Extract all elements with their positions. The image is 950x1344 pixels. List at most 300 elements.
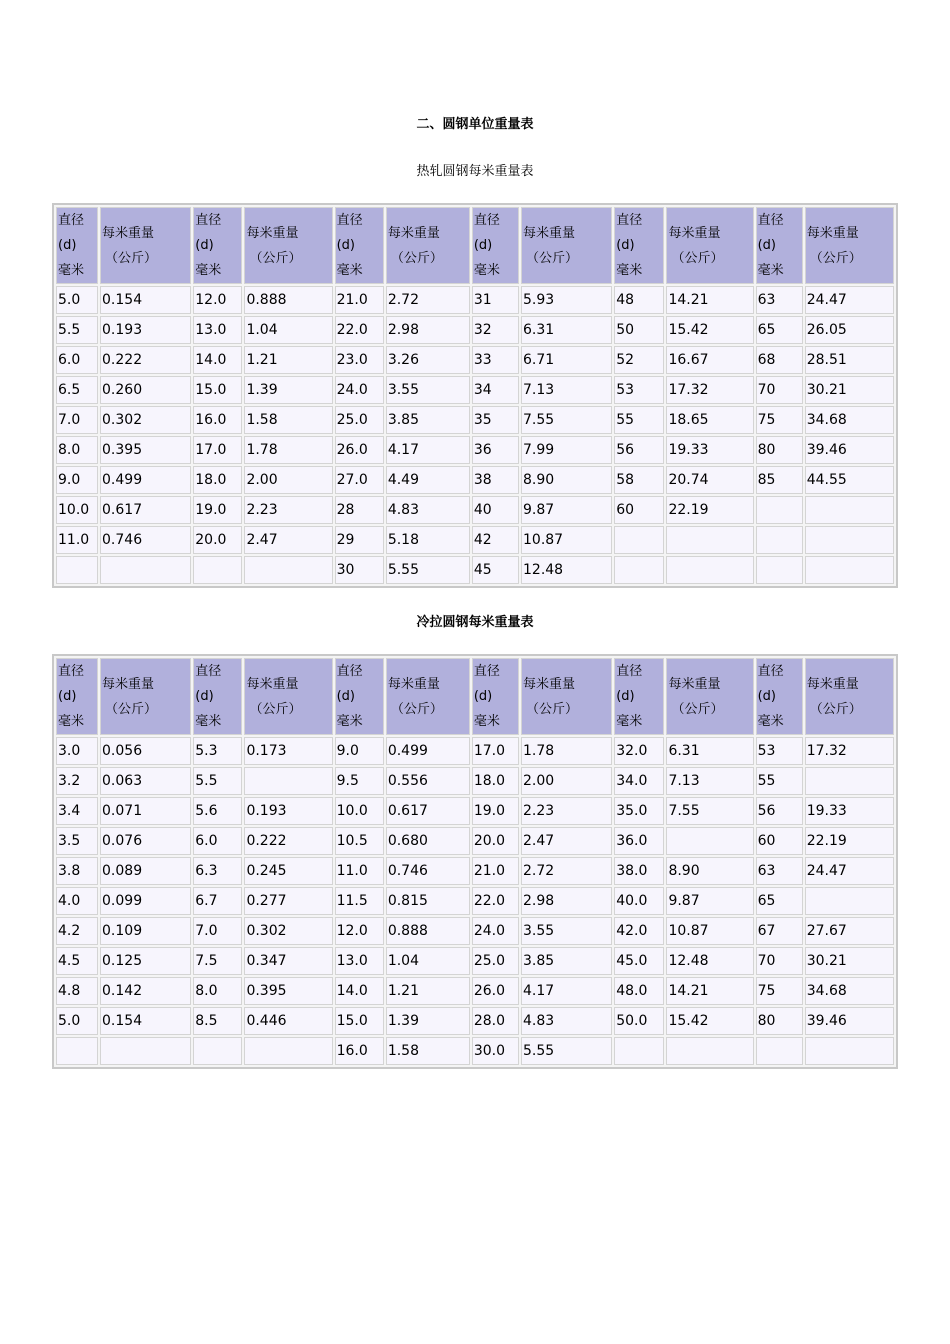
diameter-cell [193, 1037, 242, 1065]
diameter-cell: 52 [614, 346, 664, 374]
diameter-cell: 20.0 [472, 827, 519, 855]
diameter-cell: 7.0 [193, 917, 242, 945]
header-diameter [56, 658, 98, 735]
cold-drawn-table-title: 冷拉圆钢每米重量表 [416, 615, 534, 630]
weight-cell: 0.173 [244, 737, 332, 765]
diameter-cell: 24.0 [335, 376, 384, 404]
header-weight-unit: （公斤） [105, 250, 158, 266]
diameter-cell: 28.0 [472, 1007, 519, 1035]
diameter-cell: 6.0 [193, 827, 242, 855]
header-diameter-line: 直径 [473, 213, 500, 228]
diameter-cell: 67 [756, 917, 803, 945]
diameter-cell: 32 [472, 316, 519, 344]
weight-cell: 0.260 [100, 376, 191, 404]
diameter-cell: 5.5 [56, 316, 98, 344]
diameter-cell: 70 [756, 376, 803, 404]
weight-cell: 24.47 [805, 857, 894, 885]
diameter-cell: 6.0 [56, 346, 98, 374]
diameter-cell: 6.5 [56, 376, 98, 404]
weight-cell: 7.99 [521, 436, 612, 464]
diameter-cell: 75 [756, 977, 803, 1005]
header-weight [244, 658, 332, 735]
diameter-cell: 48.0 [614, 977, 664, 1005]
diameter-cell: 3.4 [56, 797, 98, 825]
weight-cell: 0.089 [100, 857, 191, 885]
weight-cell: 0.888 [244, 286, 332, 314]
header-diameter-line: 直径 [336, 664, 363, 679]
weight-cell: 12.48 [521, 556, 612, 584]
weight-cell: 7.55 [666, 797, 753, 825]
table-row [56, 827, 894, 855]
header-diameter-line: (d) [336, 689, 356, 704]
header-diameter-line: 直径 [616, 664, 643, 679]
diameter-cell: 8.5 [193, 1007, 242, 1035]
diameter-cell: 80 [756, 1007, 803, 1035]
diameter-cell: 19.0 [193, 496, 242, 524]
weight-cell: 14.21 [666, 286, 753, 314]
diameter-cell: 3.8 [56, 857, 98, 885]
header-diameter-line: 毫米 [757, 263, 784, 278]
weight-cell: 27.67 [805, 917, 894, 945]
diameter-cell: 30.0 [472, 1037, 519, 1065]
weight-cell: 0.302 [244, 917, 332, 945]
diameter-cell: 36.0 [614, 827, 664, 855]
cold-drawn-weight-table [52, 654, 898, 1069]
weight-cell: 1.04 [244, 316, 332, 344]
weight-cell: 44.55 [805, 466, 894, 494]
weight-cell: 0.395 [244, 977, 332, 1005]
diameter-cell: 56 [756, 797, 803, 825]
weight-cell: 0.245 [244, 857, 332, 885]
weight-cell: 4.49 [386, 466, 470, 494]
header-diameter [335, 207, 384, 284]
header-weight [521, 207, 612, 284]
header-weight [386, 658, 470, 735]
diameter-cell [614, 556, 664, 584]
header-weight-unit: （公斤） [671, 701, 724, 717]
weight-cell: 2.72 [521, 857, 612, 885]
header-diameter-line: (d) [58, 238, 77, 253]
weight-cell [805, 496, 894, 524]
weight-cell: 1.78 [244, 436, 332, 464]
weight-cell: 18.65 [666, 406, 753, 434]
weight-cell: 5.93 [521, 286, 612, 314]
weight-cell: 2.00 [521, 767, 612, 795]
diameter-cell: 3.2 [56, 767, 98, 795]
table-row [56, 947, 894, 975]
table-row [56, 436, 894, 464]
weight-cell: 0.071 [100, 797, 191, 825]
header-diameter-line: 毫米 [473, 714, 500, 729]
weight-cell [805, 556, 894, 584]
weight-cell: 1.21 [244, 346, 332, 374]
table-row [56, 1037, 894, 1065]
weight-cell: 3.85 [386, 406, 470, 434]
diameter-cell: 3.5 [56, 827, 98, 855]
weight-cell [805, 1037, 894, 1065]
weight-cell: 0.680 [386, 827, 470, 855]
header-weight-line: 每米重量 [668, 676, 721, 692]
diameter-cell: 50.0 [614, 1007, 664, 1035]
diameter-cell: 48 [614, 286, 664, 314]
diameter-cell: 7.0 [56, 406, 98, 434]
weight-cell: 19.33 [666, 436, 753, 464]
diameter-cell: 80 [756, 436, 803, 464]
diameter-cell: 10.0 [56, 496, 98, 524]
diameter-cell [756, 526, 803, 554]
header-weight-line: 每米重量 [668, 225, 721, 241]
table-row [56, 406, 894, 434]
diameter-cell: 3.0 [56, 737, 98, 765]
diameter-cell [56, 556, 98, 584]
weight-cell [805, 767, 894, 795]
weight-cell: 0.099 [100, 887, 191, 915]
diameter-cell: 11.0 [56, 526, 98, 554]
header-diameter-line: (d) [336, 238, 356, 253]
diameter-cell: 10.5 [335, 827, 384, 855]
weight-cell: 4.83 [521, 1007, 612, 1035]
header-diameter-line: 毫米 [195, 714, 222, 729]
header-weight [805, 207, 894, 284]
weight-cell: 10.87 [666, 917, 753, 945]
diameter-cell [56, 1037, 98, 1065]
weight-cell: 2.00 [244, 466, 332, 494]
header-diameter-line: (d) [616, 238, 635, 253]
diameter-cell: 38 [472, 466, 519, 494]
weight-cell: 2.98 [386, 316, 470, 344]
diameter-cell: 9.5 [335, 767, 384, 795]
diameter-cell: 4.0 [56, 887, 98, 915]
diameter-cell [756, 496, 803, 524]
weight-cell: 3.85 [521, 947, 612, 975]
diameter-cell: 32.0 [614, 737, 664, 765]
header-weight [666, 207, 753, 284]
weight-cell: 2.47 [244, 526, 332, 554]
header-weight-unit: （公斤） [390, 701, 443, 717]
header-diameter-line: 直径 [757, 213, 784, 228]
weight-cell: 17.32 [805, 737, 894, 765]
diameter-cell: 18.0 [472, 767, 519, 795]
weight-cell: 1.78 [521, 737, 612, 765]
header-diameter [756, 658, 803, 735]
diameter-cell: 26.0 [335, 436, 384, 464]
diameter-cell: 45 [472, 556, 519, 584]
diameter-cell: 42 [472, 526, 519, 554]
table-row [56, 767, 894, 795]
header-diameter-line: 直径 [58, 213, 85, 228]
diameter-cell: 4.8 [56, 977, 98, 1005]
weight-cell: 15.42 [666, 1007, 753, 1035]
header-diameter-line: 直径 [58, 664, 85, 679]
header-weight [521, 658, 612, 735]
diameter-cell: 14.0 [193, 346, 242, 374]
diameter-cell: 12.0 [335, 917, 384, 945]
table-row [56, 737, 894, 765]
weight-cell: 16.67 [666, 346, 753, 374]
weight-cell [666, 827, 753, 855]
header-weight [244, 207, 332, 284]
diameter-cell: 40 [472, 496, 519, 524]
diameter-cell: 30 [335, 556, 384, 584]
weight-cell: 3.55 [521, 917, 612, 945]
weight-cell: 0.746 [386, 857, 470, 885]
diameter-cell: 21.0 [472, 857, 519, 885]
header-diameter-line: (d) [616, 689, 635, 704]
diameter-cell: 22.0 [335, 316, 384, 344]
table-row [56, 857, 894, 885]
weight-cell: 0.193 [100, 316, 191, 344]
weight-cell: 0.395 [100, 436, 191, 464]
weight-cell: 39.46 [805, 1007, 894, 1035]
table-row [56, 376, 894, 404]
weight-cell [244, 767, 332, 795]
diameter-cell: 7.5 [193, 947, 242, 975]
weight-cell: 17.32 [666, 376, 753, 404]
header-diameter-line: 毫米 [336, 263, 363, 278]
table-row [56, 286, 894, 314]
diameter-cell: 63 [756, 857, 803, 885]
weight-cell: 0.617 [386, 797, 470, 825]
header-weight [100, 658, 191, 735]
weight-cell: 3.55 [386, 376, 470, 404]
weight-cell: 0.076 [100, 827, 191, 855]
diameter-cell: 22.0 [472, 887, 519, 915]
weight-cell: 14.21 [666, 977, 753, 1005]
diameter-cell: 85 [756, 466, 803, 494]
diameter-cell: 34 [472, 376, 519, 404]
header-diameter-line: 直径 [195, 664, 222, 679]
header-diameter [193, 207, 242, 284]
weight-cell: 7.13 [666, 767, 753, 795]
header-diameter-line: 毫米 [757, 714, 784, 729]
table-row [56, 316, 894, 344]
diameter-cell: 33 [472, 346, 519, 374]
diameter-cell: 21.0 [335, 286, 384, 314]
section-title: 二、圆钢单位重量表 [416, 117, 534, 132]
weight-cell: 0.347 [244, 947, 332, 975]
weight-cell: 28.51 [805, 346, 894, 374]
weight-cell: 30.21 [805, 947, 894, 975]
weight-cell: 3.26 [386, 346, 470, 374]
weight-cell: 0.142 [100, 977, 191, 1005]
weight-cell: 4.17 [386, 436, 470, 464]
diameter-cell: 25.0 [472, 947, 519, 975]
diameter-cell: 36 [472, 436, 519, 464]
diameter-cell: 65 [756, 316, 803, 344]
weight-cell: 26.05 [805, 316, 894, 344]
weight-cell: 0.302 [100, 406, 191, 434]
diameter-cell: 5.0 [56, 1007, 98, 1035]
diameter-cell [756, 556, 803, 584]
header-diameter [756, 207, 803, 284]
diameter-cell: 56 [614, 436, 664, 464]
diameter-cell [614, 526, 664, 554]
weight-cell: 1.39 [244, 376, 332, 404]
diameter-cell: 63 [756, 286, 803, 314]
weight-cell [100, 1037, 191, 1065]
weight-cell: 8.90 [521, 466, 612, 494]
weight-cell: 9.87 [666, 887, 753, 915]
weight-cell: 1.21 [386, 977, 470, 1005]
table-row [56, 466, 894, 494]
diameter-cell: 45.0 [614, 947, 664, 975]
header-weight-line: 每米重量 [387, 676, 440, 692]
weight-cell: 0.222 [244, 827, 332, 855]
header-weight-unit: （公斤） [526, 250, 579, 266]
diameter-cell: 16.0 [335, 1037, 384, 1065]
diameter-cell: 25.0 [335, 406, 384, 434]
weight-cell: 0.193 [244, 797, 332, 825]
weight-cell: 0.125 [100, 947, 191, 975]
weight-cell: 0.617 [100, 496, 191, 524]
diameter-cell [193, 556, 242, 584]
weight-cell: 22.19 [666, 496, 753, 524]
diameter-cell: 10.0 [335, 797, 384, 825]
weight-cell: 1.39 [386, 1007, 470, 1035]
weight-cell: 5.18 [386, 526, 470, 554]
weight-cell: 9.87 [521, 496, 612, 524]
weight-cell: 0.888 [386, 917, 470, 945]
diameter-cell: 5.6 [193, 797, 242, 825]
weight-cell: 0.109 [100, 917, 191, 945]
header-diameter-line: 毫米 [616, 714, 643, 729]
header-diameter-line: 直径 [473, 664, 500, 679]
diameter-cell: 29 [335, 526, 384, 554]
weight-cell [666, 526, 753, 554]
diameter-cell: 38.0 [614, 857, 664, 885]
weight-cell: 5.55 [386, 556, 470, 584]
diameter-cell: 11.0 [335, 857, 384, 885]
table-row [56, 346, 894, 374]
diameter-cell: 6.7 [193, 887, 242, 915]
weight-cell: 4.83 [386, 496, 470, 524]
diameter-cell: 31 [472, 286, 519, 314]
table-row [56, 556, 894, 584]
weight-cell: 0.056 [100, 737, 191, 765]
weight-cell: 7.13 [521, 376, 612, 404]
weight-cell: 5.55 [521, 1037, 612, 1065]
header-diameter [614, 658, 664, 735]
diameter-cell: 13.0 [335, 947, 384, 975]
table-row [56, 797, 894, 825]
weight-cell: 6.31 [521, 316, 612, 344]
diameter-cell: 5.5 [193, 767, 242, 795]
diameter-cell: 11.5 [335, 887, 384, 915]
diameter-cell: 53 [756, 737, 803, 765]
weight-cell: 19.33 [805, 797, 894, 825]
header-diameter-line: (d) [195, 689, 214, 704]
header-diameter [472, 658, 519, 735]
header-diameter [614, 207, 664, 284]
diameter-cell: 34.0 [614, 767, 664, 795]
diameter-cell: 55 [614, 406, 664, 434]
weight-cell: 2.23 [521, 797, 612, 825]
header-diameter [335, 658, 384, 735]
header-weight-unit: （公斤） [249, 250, 302, 266]
diameter-cell: 70 [756, 947, 803, 975]
table-row [56, 887, 894, 915]
diameter-cell: 9.0 [335, 737, 384, 765]
table-row [56, 1007, 894, 1035]
weight-cell: 2.72 [386, 286, 470, 314]
weight-cell: 0.222 [100, 346, 191, 374]
weight-cell [244, 556, 332, 584]
weight-cell: 20.74 [666, 466, 753, 494]
header-diameter-line: (d) [58, 689, 77, 704]
header-weight [666, 658, 753, 735]
header-diameter [472, 207, 519, 284]
weight-cell: 12.48 [666, 947, 753, 975]
header-diameter-line: (d) [757, 689, 776, 704]
weight-cell [100, 556, 191, 584]
diameter-cell: 28 [335, 496, 384, 524]
header-weight [805, 658, 894, 735]
weight-cell: 4.17 [521, 977, 612, 1005]
weight-cell: 0.746 [100, 526, 191, 554]
weight-cell: 34.68 [805, 406, 894, 434]
header-weight-line: 每米重量 [246, 225, 299, 241]
diameter-cell: 17.0 [193, 436, 242, 464]
header-diameter-line: (d) [473, 689, 493, 704]
header-diameter-line: 直径 [336, 213, 363, 228]
header-weight-unit: （公斤） [105, 701, 158, 717]
weight-cell: 1.58 [244, 406, 332, 434]
header-weight-unit: （公斤） [809, 701, 862, 717]
diameter-cell: 50 [614, 316, 664, 344]
diameter-cell: 16.0 [193, 406, 242, 434]
weight-cell: 2.98 [521, 887, 612, 915]
weight-cell: 0.063 [100, 767, 191, 795]
table-row [56, 526, 894, 554]
table-header-row [56, 658, 894, 735]
header-weight-unit: （公斤） [390, 250, 443, 266]
diameter-cell: 14.0 [335, 977, 384, 1005]
header-diameter-line: 直径 [195, 213, 222, 228]
diameter-cell: 65 [756, 887, 803, 915]
diameter-cell [614, 1037, 664, 1065]
weight-cell: 7.55 [521, 406, 612, 434]
weight-cell: 0.154 [100, 1007, 191, 1035]
header-diameter-line: 毫米 [616, 263, 643, 278]
weight-cell: 0.499 [386, 737, 470, 765]
hot-rolled-weight-table [52, 203, 898, 588]
weight-cell: 0.499 [100, 466, 191, 494]
diameter-cell: 19.0 [472, 797, 519, 825]
header-weight-line: 每米重量 [806, 225, 859, 241]
diameter-cell: 13.0 [193, 316, 242, 344]
diameter-cell: 35 [472, 406, 519, 434]
weight-cell: 1.04 [386, 947, 470, 975]
diameter-cell: 26.0 [472, 977, 519, 1005]
header-weight-unit: （公斤） [671, 250, 724, 266]
diameter-cell: 5.0 [56, 286, 98, 314]
diameter-cell: 75 [756, 406, 803, 434]
header-weight [100, 207, 191, 284]
diameter-cell [756, 1037, 803, 1065]
diameter-cell: 68 [756, 346, 803, 374]
diameter-cell: 60 [614, 496, 664, 524]
diameter-cell: 5.3 [193, 737, 242, 765]
header-weight-line: 每米重量 [246, 676, 299, 692]
weight-cell: 0.446 [244, 1007, 332, 1035]
weight-cell: 10.87 [521, 526, 612, 554]
header-diameter [193, 658, 242, 735]
weight-cell: 6.31 [666, 737, 753, 765]
weight-cell [666, 556, 753, 584]
diameter-cell: 42.0 [614, 917, 664, 945]
weight-cell [805, 887, 894, 915]
diameter-cell: 55 [756, 767, 803, 795]
